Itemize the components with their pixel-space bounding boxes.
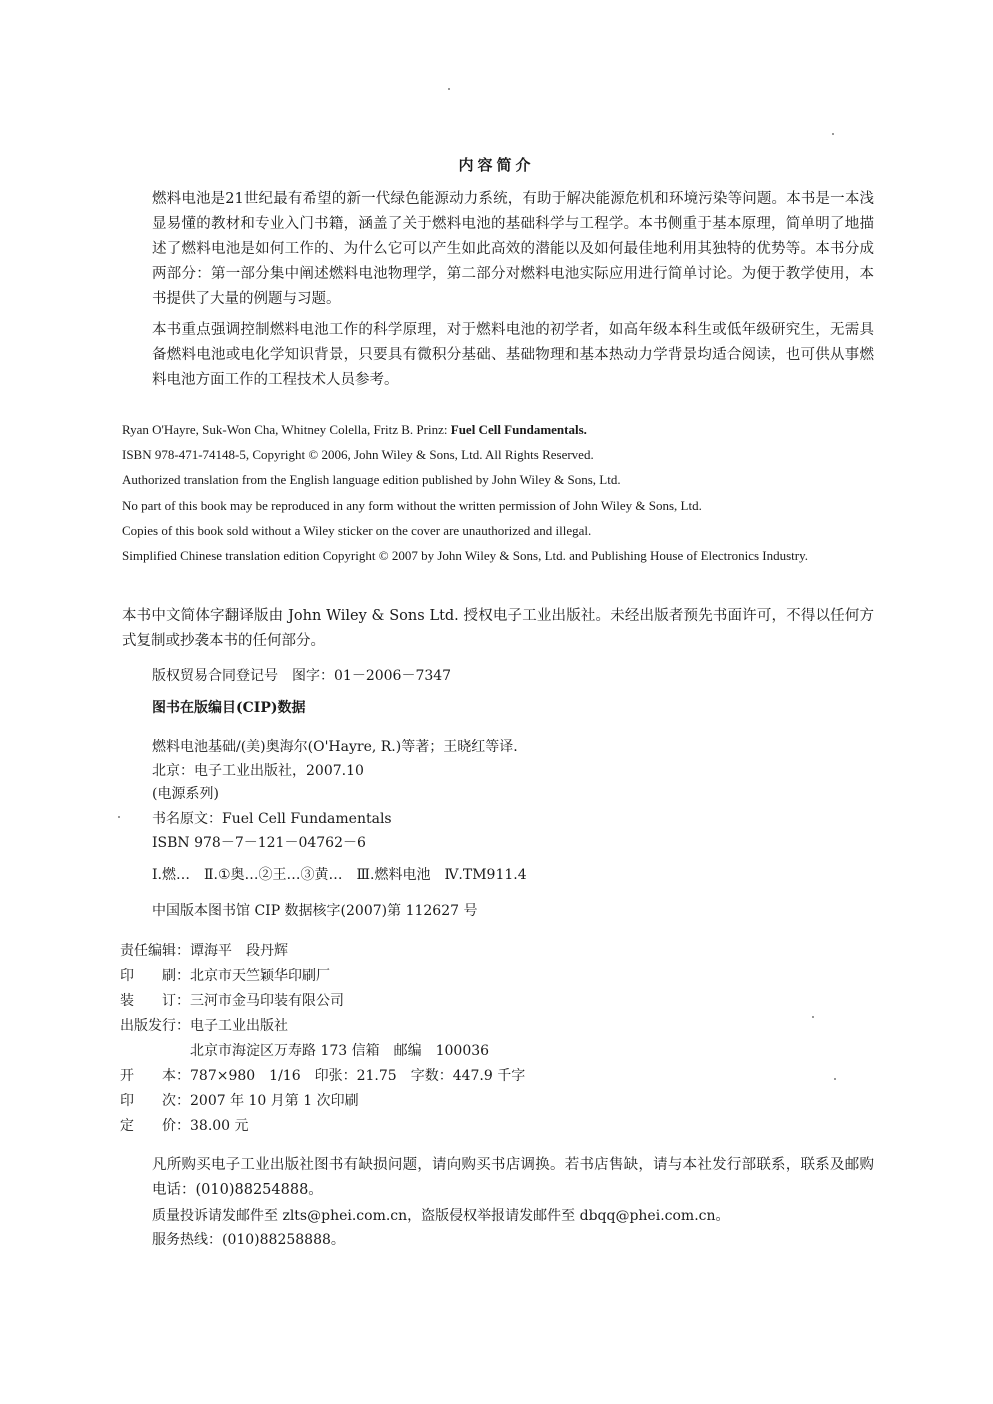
notice-text-1: 凡所购买电子工业出版社图书有缺损问题，请向购买书店调换。若书店售缺，请与本社发行部联系，联系及邮购电话：(010)88254888。 bbox=[152, 1157, 874, 1198]
colophon-publisher bbox=[120, 1015, 288, 1035]
colophon-value: 38.00 元 bbox=[190, 1118, 249, 1134]
summary-title: 内容简介 bbox=[458, 156, 535, 174]
cip-line-original-title: 书名原文：Fuel Cell Fundamentals bbox=[152, 811, 392, 827]
cip-classification: Ⅰ.燃… Ⅱ.①奥…②王…③黄… Ⅲ.燃料电池 Ⅳ.TM911.4 bbox=[152, 867, 527, 883]
scan-speck bbox=[118, 816, 120, 818]
colophon-binder bbox=[120, 990, 344, 1010]
cip-line-title: 燃料电池基础/(美)奥海尔(O'Hayre, R.)等著；王晓红等译. bbox=[152, 739, 518, 755]
colophon-label: 开 本： bbox=[120, 1068, 190, 1084]
scan-speck bbox=[832, 133, 834, 135]
isbn-copyright-line: ISBN 978-471-74148-5, Copyright © 2006, John Wiley & Sons, Ltd. All Rights Reserved. bbox=[122, 447, 594, 462]
notice-email: 质量投诉请发邮件至 zlts@phei.com.cn，盗版侵权举报请发邮件至 dbqq@phei.com.cn。 bbox=[152, 1208, 730, 1224]
colophon-value: 电子工业出版社 bbox=[190, 1018, 288, 1034]
simplified-chinese-copyright: Simplified Chinese translation edition Copyright © 2007 by John Wiley & Sons, Ltd. and Publishing House of Electronics Industry. bbox=[122, 548, 809, 563]
english-book-title: Fuel Cell Fundamentals. bbox=[450, 422, 587, 437]
authors-text: Ryan O'Hayre, Suk-Won Cha, Whitney Colella, Fritz B. Prinz: bbox=[122, 422, 451, 437]
english-credits-line bbox=[122, 418, 587, 442]
colophon-value: 2007 年 10 月第 1 次印刷 bbox=[190, 1093, 359, 1109]
colophon-value: 三河市金马印装有限公司 bbox=[190, 993, 344, 1009]
colophon-value: 北京市海淀区万寿路 173 信箱 邮编 100036 bbox=[190, 1043, 490, 1059]
cip-heading: 图书在版编目(CIP)数据 bbox=[152, 700, 306, 716]
colophon-label: 印 次： bbox=[120, 1093, 190, 1109]
scan-speck bbox=[834, 1078, 836, 1080]
notice-paragraph-1 bbox=[122, 1153, 874, 1203]
cip-record-number: 中国版本图书馆 CIP 数据核字(2007)第 112627 号 bbox=[152, 903, 478, 919]
cip-line-series: (电源系列) bbox=[152, 786, 219, 802]
summary-text-1: 燃料电池是21世纪最有希望的新一代绿色能源动力系统，有助于解决能源危机和环境污染等问题。本书是一本浅显易懂的教材和专业入门书籍，涵盖了关于燃料电池的基础科学与工程学。本书侧重于基本原理，简单明了地描述了燃料电池是如何工作的、为什么它可以产生如此高效的潜能以及如何最佳地利用其独特的优势等。本书分成两部分：第一部分集中阐述燃料电池物理学，第二部分对燃料电池实际应用进行简单讨论。为便于教学使用，本书提供了大量的例题与习题。 bbox=[152, 191, 874, 307]
colophon-label: 责任编辑： bbox=[120, 943, 190, 959]
colophon-value: 787×980 1/16 印张：21.75 字数：447.9 千字 bbox=[190, 1068, 526, 1084]
colophon-label: 装 订： bbox=[120, 993, 190, 1009]
scan-speck bbox=[812, 1016, 814, 1018]
colophon-price bbox=[120, 1115, 249, 1135]
colophon-label: 定 价： bbox=[120, 1118, 190, 1134]
colophon-format bbox=[120, 1065, 525, 1085]
cip-line-isbn: ISBN 978－7－121－04762－6 bbox=[152, 835, 366, 851]
summary-text-2: 本书重点强调控制燃料电池工作的科学原理，对于燃料电池的初学者，如高年级本科生或低年级研究生，无需具备燃料电池或电化学知识背景，只要具有微积分基础、基础物理和基本热动力学背景均适合阅读，也可供从事燃料电池方面工作的工程技术人员参考。 bbox=[152, 322, 874, 388]
cip-line-publisher: 北京：电子工业出版社，2007.10 bbox=[152, 763, 364, 779]
no-reproduction-line: No part of this book may be reproduced in any form without the written permission of John Wiley & Sons, Ltd. bbox=[122, 498, 702, 513]
notice-hotline: 服务热线：(010)88258888。 bbox=[152, 1232, 345, 1248]
summary-paragraph-2 bbox=[122, 318, 874, 393]
colophon-value: 谭海平 段丹辉 bbox=[190, 943, 288, 959]
colophon-editor bbox=[120, 940, 288, 960]
colophon-label: 印 刷： bbox=[120, 968, 190, 984]
wiley-sticker-line: Copies of this book sold without a Wiley sticker on the cover are unauthorized and illegal. bbox=[122, 523, 592, 538]
colophon-label: 出版发行： bbox=[120, 1018, 190, 1034]
summary-paragraph-1 bbox=[122, 187, 874, 312]
contract-registration: 版权贸易合同登记号 图字：01－2006－7347 bbox=[152, 668, 452, 684]
scan-speck bbox=[448, 88, 450, 90]
colophon-value: 北京市天竺颖华印刷厂 bbox=[190, 968, 330, 984]
colophon-address bbox=[120, 1040, 489, 1060]
rights-statement: 本书中文简体字翻译版由 John Wiley & Sons Ltd. 授权电子工业出版社。未经出版者预先书面许可，不得以任何方式复制或抄袭本书的任何部分。 bbox=[122, 608, 874, 649]
colophon-impression bbox=[120, 1090, 359, 1110]
colophon-printer bbox=[120, 965, 330, 985]
authorized-translation-line: Authorized translation from the English language edition published by John Wiley & Sons, Ltd. bbox=[122, 472, 621, 487]
